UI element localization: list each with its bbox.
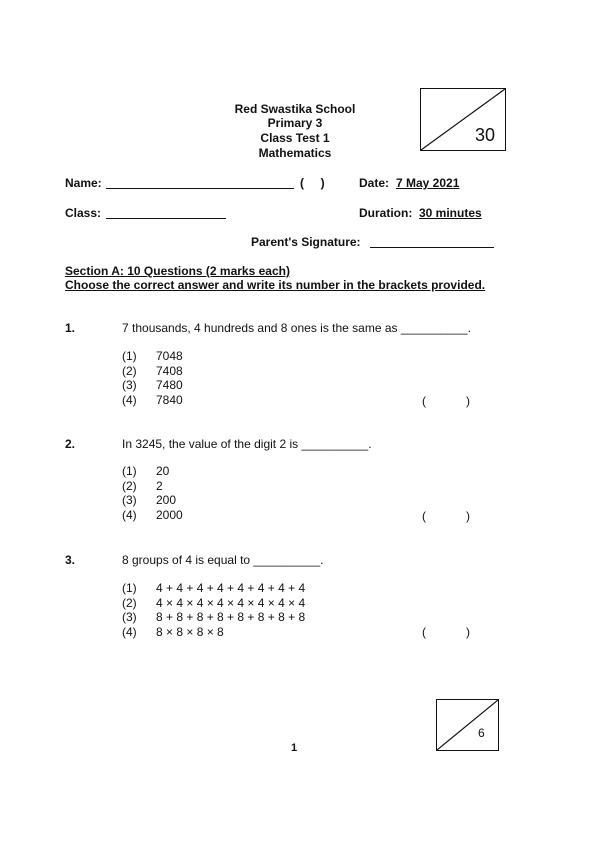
options-list xyxy=(122,581,305,639)
section-instruction: Choose the correct answer and write its number in the brackets provided. xyxy=(65,278,486,292)
section-title: Section A: 10 Questions (2 marks each) xyxy=(65,264,290,278)
option[interactable]: (4) 8 × 8 × 8 × 8 xyxy=(122,624,224,639)
name-field[interactable] xyxy=(106,176,296,194)
question-number: 2. xyxy=(65,437,76,451)
option[interactable]: (2) 7408 xyxy=(122,363,183,378)
register-brackets: ( ) xyxy=(300,176,325,190)
signature-label: Parent's Signature: xyxy=(251,235,361,249)
answer-brackets[interactable]: ( ) xyxy=(422,625,470,639)
date-value: 7 May 2021 xyxy=(396,176,460,190)
signature-field[interactable] xyxy=(370,235,495,253)
page-number: 1 xyxy=(291,742,298,754)
test-title: Class Test 1 xyxy=(260,131,330,145)
date-label: Date: xyxy=(359,176,390,190)
option[interactable]: (4) 2000 xyxy=(122,507,183,522)
class-label: Class: xyxy=(65,206,102,220)
score-total-bottom: 6 xyxy=(478,726,485,740)
option[interactable]: (2) 4 × 4 × 4 × 4 × 4 × 4 × 4 × 4 xyxy=(122,595,306,610)
class-field[interactable] xyxy=(106,206,228,224)
level: Primary 3 xyxy=(267,116,323,130)
option[interactable]: (4) 7840 xyxy=(122,392,183,407)
question-text: 8 groups of 4 is equal to __________. xyxy=(122,553,324,567)
duration-label: Duration: xyxy=(359,206,413,220)
option[interactable]: (3) 7480 xyxy=(122,378,183,392)
subject: Mathematics xyxy=(258,146,332,160)
score-diagonal xyxy=(437,700,498,750)
option[interactable]: (1) 4 + 4 + 4 + 4 + 4 + 4 + 4 + 4 xyxy=(122,581,306,595)
score-box-bottom xyxy=(436,699,499,751)
question-number: 3. xyxy=(65,553,76,567)
option[interactable]: (3) 200 xyxy=(122,493,177,507)
options-list xyxy=(122,349,183,407)
name-label: Name: xyxy=(65,176,102,190)
option[interactable]: (2) 2 xyxy=(122,478,163,493)
school-name: Red Swastika School xyxy=(234,102,356,116)
options-list xyxy=(122,464,183,522)
answer-brackets[interactable]: ( ) xyxy=(422,509,470,523)
question-text: 7 thousands, 4 hundreds and 8 ones is the same as __________. xyxy=(122,321,471,335)
score-total-top: 30 xyxy=(475,125,496,145)
question-number: 1. xyxy=(65,321,76,335)
option[interactable]: (1) 20 xyxy=(122,464,170,478)
question-text: In 3245, the value of the digit 2 is __________. xyxy=(122,437,372,451)
duration-value: 30 minutes xyxy=(419,206,482,220)
answer-brackets[interactable]: ( ) xyxy=(422,394,470,408)
option[interactable]: (1) 7048 xyxy=(122,349,183,363)
score-box-top xyxy=(420,88,506,151)
option[interactable]: (3) 8 + 8 + 8 + 8 + 8 + 8 + 8 + 8 xyxy=(122,610,306,624)
